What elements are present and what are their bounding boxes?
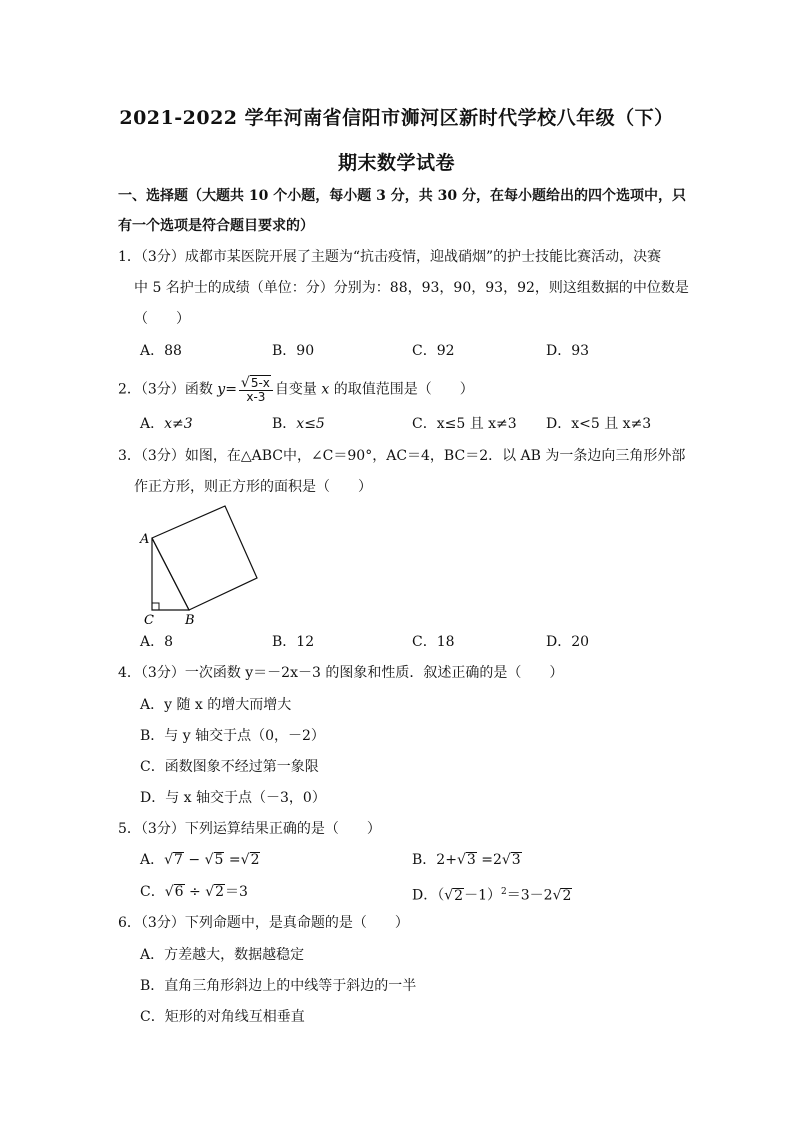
q6-option-c: C．矩形的对角线互相垂直 (140, 1009, 305, 1025)
q6-line1: 6．（3分）下列命题中，是真命题的是（ ） (118, 915, 409, 931)
q2-suffix-a: 自变量 (274, 381, 322, 398)
q2-fraction: $\frac{√5-x}{x-3}$ (239, 375, 273, 404)
q1-option-a: A．88 (140, 343, 182, 359)
q2-y: y (217, 381, 226, 398)
q2-denominator: x-3 (246, 390, 266, 404)
q2-option-d: D．x<5 且 x≠3 (546, 416, 652, 432)
q3-line1: 3．（3分）如图，在△ABC中，∠C＝90°，AC＝4，BC＝2．以 AB 为一条边向三角形外部 (118, 448, 686, 464)
q3-right-angle-mark (152, 603, 159, 610)
q2-numerator: 5-x (250, 376, 270, 390)
q4-option-d: D．与 x 轴交于点（－3，0） (140, 790, 326, 806)
q1-option-c: C．92 (412, 343, 455, 359)
q5-option-c: C．√6 ÷ √2＝3 (140, 884, 248, 900)
q3-square (152, 506, 257, 610)
section-header-line2: 有一个选项是符合题目要求的） (118, 218, 314, 234)
q2-x: x (321, 381, 330, 398)
q3-line2: 作正方形，则正方形的面积是（ ） (134, 479, 372, 495)
q4-option-c: C．函数图象不经过第一象限 (140, 759, 319, 775)
q4-line1: 4．（3分）一次函数 y＝－2x－3 的图象和性质．叙述正确的是（ ） (118, 665, 564, 681)
exam-title-line1: 2021-2022 学年河南省信阳市浉河区新时代学校八年级（下） (119, 107, 674, 129)
q6-option-b: B．直角三角形斜边上的中线等于斜边的一半 (140, 978, 417, 994)
q3-triangle (152, 538, 189, 610)
q4-option-a: A．y 随 x 的增大而增大 (140, 697, 292, 713)
q2-option-b: B．x≤5 (272, 416, 325, 432)
q1-line3: （ ） (134, 311, 190, 327)
q3-label-b: B (185, 613, 195, 628)
q5-option-b: B．2+√3 =2√3 (412, 852, 521, 868)
q1-option-b: B．90 (272, 343, 315, 359)
q2-prefix: 2．（3分）函数 (118, 381, 218, 398)
q3-figure (130, 500, 270, 630)
q5-option-a: A．√7 − √5 =√2 (140, 852, 260, 868)
q2-eq: = (225, 381, 237, 398)
q2-suffix-b: 的取值范围是（ ） (329, 381, 474, 398)
q1-line2: 中 5 名护士的成绩（单位：分）分别为：88，93，90，93，92，则这组数据的中位数是 (134, 280, 689, 296)
q3-option-c: C．18 (412, 634, 455, 650)
q3-label-c: C (144, 613, 154, 628)
q2-option-a: A．x≠3 (140, 416, 193, 432)
q3-option-b: B．12 (272, 634, 315, 650)
q2-line1 (118, 375, 474, 404)
q6-option-a: A．方差越大，数据越稳定 (140, 947, 305, 963)
q5-line1: 5．（3分）下列运算结果正确的是（ ） (118, 821, 381, 837)
q3-option-d: D．20 (546, 634, 590, 650)
q3-label-a: A (140, 532, 150, 547)
q5-option-d: D．$(√2-1)^2=3-2√2$ (412, 887, 572, 904)
q2-option-c: C．x≤5 且 x≠3 (412, 416, 517, 432)
q1-line1: 1．（3分）成都市某医院开展了主题为“抗击疫情，迎战硝烟”的护士技能比赛活动，决赛 (118, 249, 662, 265)
q4-option-b: B．与 y 轴交于点（0，－2） (140, 728, 325, 744)
q3-option-a: A．8 (140, 634, 174, 650)
section-header-line1: 一、选择题（大题共 10 个小题，每小题 3 分，共 30 分，在每小题给出的四个选项中，只 (118, 188, 686, 204)
q1-option-d: D．93 (546, 343, 590, 359)
exam-title-line2: 期末数学试卷 (337, 152, 455, 174)
